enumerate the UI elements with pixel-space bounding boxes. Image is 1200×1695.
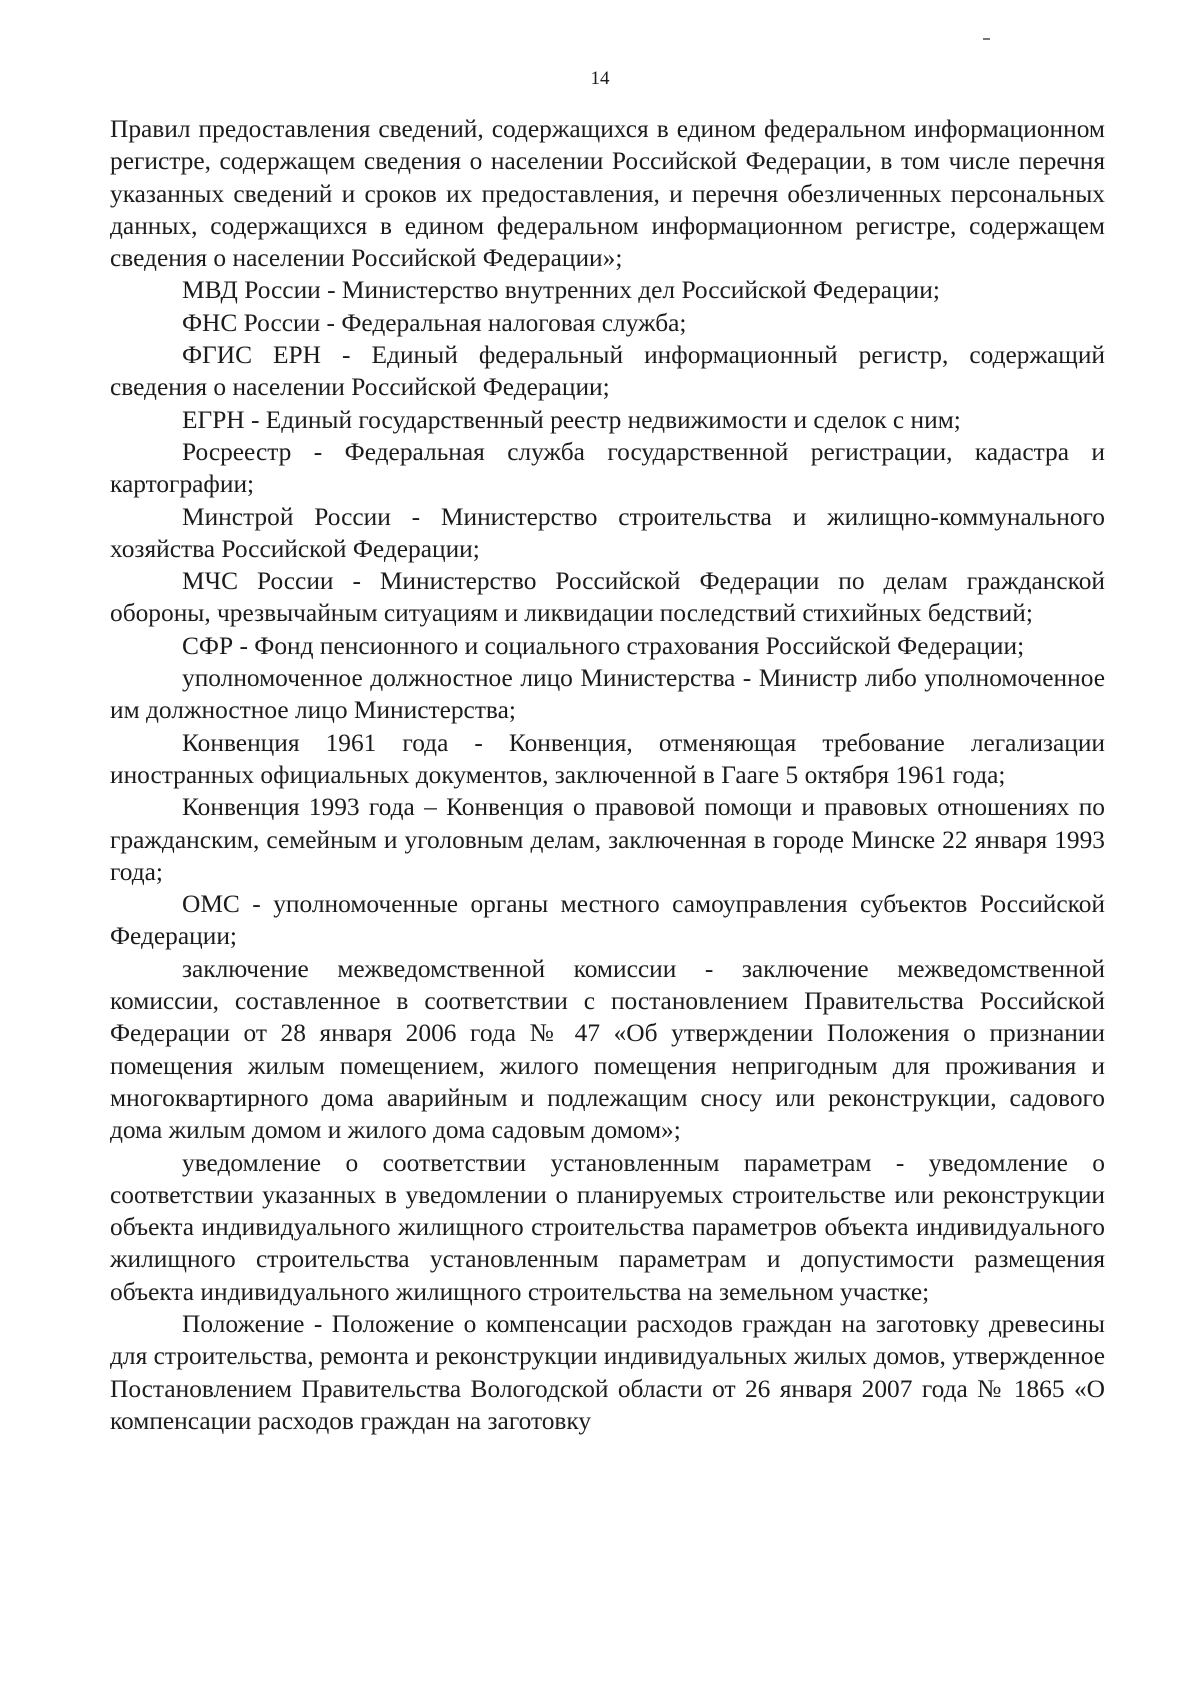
paragraph: уполномоченное должностное лицо Министерства - Министр либо уполномоченное им должностное лицо Министерства; bbox=[110, 664, 1105, 725]
paragraph: ОМС - уполномоченные органы местного самоуправления субъектов Российской Федерации; bbox=[110, 890, 1105, 951]
paragraph: Минстрой России - Министерство строительства и жилищно-коммунального хозяйства Российской Федерации; bbox=[110, 502, 1105, 563]
paragraph: МВД России - Министерство внутренних дел Российской Федерации; bbox=[182, 276, 940, 305]
paragraph: Конвенция 1993 года – Конвенция о правовой помощи и правовых отношениях по гражданским, семейным и уголовным делам, заключенная в городе Минске 22 января 1993 года; bbox=[110, 793, 1105, 886]
paragraph: Росреестр - Федеральная служба государственной регистрации, кадастра и картографии; bbox=[110, 437, 1105, 499]
paragraph: Конвенция 1961 года - Конвенция, отменяющая требование легализации иностранных официальных документов, заключенной в Гааге 5 октября 1961 года; bbox=[110, 728, 1105, 789]
paragraph: СФР - Фонд пенсионного и социального страхования Российской Федерации; bbox=[182, 631, 1025, 660]
paragraph: ЕГРН - Единый государственный реестр недвижимости и сделок с ним; bbox=[182, 405, 961, 434]
paragraph: МЧС России - Министерство Российской Федерации по делам гражданской обороны, чрезвычайным ситуациям и ликвидации последствий стихийных бедствий; bbox=[110, 567, 1105, 628]
paragraph: ФНС России - Федеральная налоговая служба; bbox=[182, 308, 687, 337]
paragraph: ФГИС ЕРН - Единый федеральный информационный регистр, содержащий сведения о населении Российской Федерации; bbox=[110, 341, 1105, 402]
page-number: 14 bbox=[590, 68, 610, 89]
paragraph: заключение межведомственной комиссии - заключение межведомственной комиссии, составленное в соответствии с постановлением Правительства Российской Федерации от 28 января 2006 года № 47 «Об утверждении Положения о признании помещения жилым помещением, жилого помещения непригодным для проживания и многоквартирного дома аварийным и подлежащим сносу или реконструкции, садового дома жилым домом и жилого дома садовым домом»; bbox=[110, 954, 1105, 1145]
document-body bbox=[110, 113, 1105, 1437]
scan-mark bbox=[983, 38, 990, 40]
paragraph: уведомление о соответствии установленным параметрам - уведомление о соответствии указанных в уведомлении о планируемых строительстве или реконструкции объекта индивидуального жилищного строительства параметров объекта индивидуального жилищного строительства установленным параметрам и допустимости размещения объекта индивидуального жилищного строительства на земельном участке; bbox=[110, 1148, 1105, 1306]
paragraph: Правил предоставления сведений, содержащихся в едином федеральном информационном регистре, содержащем сведения о населении Российской Федерации, в том числе перечня указанных сведений и сроков их предоставления, и перечня обезличенных персональных данных, содержащихся в едином федеральном информационном регистре, содержащем сведения о населении Российской Федерации»; bbox=[110, 115, 1105, 273]
paragraph: Положение - Положение о компенсации расходов граждан на заготовку древесины для строительства, ремонта и реконструкции индивидуальных жилых домов, утвержденное Постановлением Правительства Вологодской области от 26 января 2007 года № 1865 «О компенсации расходов граждан на заготовку bbox=[110, 1309, 1105, 1435]
